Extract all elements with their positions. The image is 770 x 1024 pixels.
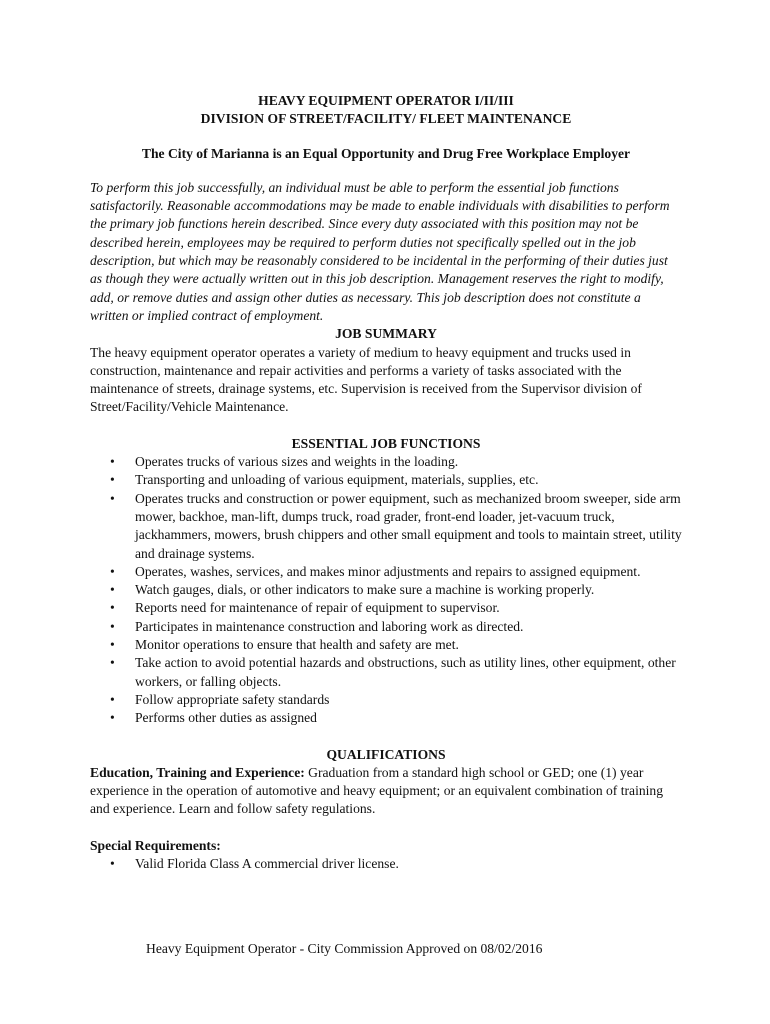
special-requirements-label: Special Requirements: (90, 837, 221, 853)
list-item: • Follow appropriate safety standards (90, 691, 682, 709)
education-paragraph (90, 764, 682, 819)
list-item: • Valid Florida Class A commercial driver license. (90, 855, 682, 873)
special-requirements-list (90, 855, 682, 873)
division-title: DIVISION OF STREET/FACILITY/ FLEET MAINTENANCE (200, 111, 572, 127)
list-item: • Operates trucks and construction or power equipment, such as mechanized broom sweeper, side arm mower, backhoe, man-lift, dumps truck, road grader, front-end loader, jet-vacuum truck, jackhammers, mowers, brush chippers and other small equipment and tools to maintain street, utility and drainage systems. (90, 490, 682, 563)
list-item: • Operates trucks of various sizes and weights in the loading. (90, 453, 682, 471)
education-text: Graduation from a standard high school or GED; one (1) year experience in the operation of automotive and heavy equipment; or an equivalent combination of training and experience. Learn and follow safety regulations. (90, 764, 664, 817)
essential-functions-list (90, 453, 682, 727)
qualifications-heading: QUALIFICATIONS (326, 746, 446, 762)
document-page (90, 92, 682, 873)
list-item: • Take action to avoid potential hazards and obstructions, such as utility lines, other equipment, other workers, or falling objects. (90, 654, 682, 691)
list-item: • Monitor operations to ensure that health and safety are met. (90, 636, 682, 654)
job-title: HEAVY EQUIPMENT OPERATOR I/II/III (258, 93, 514, 108)
list-item: • Performs other duties as assigned (90, 709, 682, 727)
eeo-statement: The City of Marianna is an Equal Opportunity and Drug Free Workplace Employer (141, 145, 631, 161)
list-item: • Transporting and unloading of various equipment, materials, supplies, etc. (90, 471, 682, 489)
essential-functions-heading: ESSENTIAL JOB FUNCTIONS (291, 435, 481, 451)
page-footer: Heavy Equipment Operator - City Commission Approved on 08/02/2016 (146, 941, 543, 956)
job-summary-heading: JOB SUMMARY (335, 326, 437, 342)
list-item: • Reports need for maintenance of repair of equipment to supervisor. (90, 599, 682, 617)
job-summary-text: The heavy equipment operator operates a variety of medium to heavy equipment and trucks used in construction, maintenance and repair activities and performs a variety of tasks associated with the maintenance of streets, drainage systems, etc. Supervision is received from the Supervisor division of Street/Facility/Vehicle Maintenance. (90, 344, 642, 415)
list-item: • Participates in maintenance construction and laboring work as directed. (90, 618, 682, 636)
list-item: • Watch gauges, dials, or other indicators to make sure a machine is working properly. (90, 581, 682, 599)
list-item: • Operates, washes, services, and makes minor adjustments and repairs to assigned equipment. (90, 563, 682, 581)
intro-paragraph: To perform this job successfully, an individual must be able to perform the essential job functions satisfactorily. Reasonable accommodations may be made to enable individuals with disabilities to perform the primary job functions herein described. Since every duty associated with this position may not be described herein, employees may be required to perform duties not specifically spelled out in the job description, but which may be reasonably considered to be incidental in the performing of their duties just as though they were actually written out in this job description. Management reserves the right to modify, add, or remove duties and assign other duties as necessary. This job description does not constitute a written or implied contract of employment. (90, 179, 670, 323)
education-label: Education, Training and Experience: (90, 764, 305, 780)
